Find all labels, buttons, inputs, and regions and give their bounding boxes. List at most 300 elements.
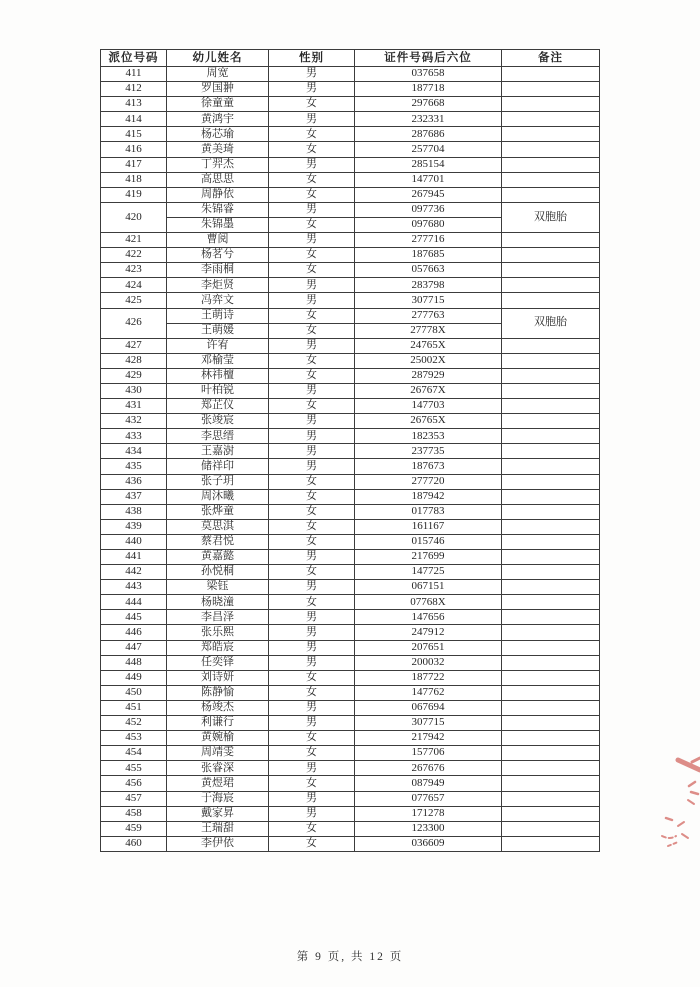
remark-cell [502,112,600,127]
allocation-number-cell: 444 [101,595,167,610]
remark-cell [502,474,600,489]
gender-cell: 女 [269,323,355,338]
table-row [101,187,600,202]
remark-cell [502,278,600,293]
gender-cell: 女 [269,474,355,489]
remark-cell [502,293,600,308]
allocation-number-cell: 439 [101,519,167,534]
child-name-cell: 利谦行 [167,716,269,731]
allocation-number-cell: 452 [101,716,167,731]
child-name-cell: 王瑞甜 [167,821,269,836]
table-row [101,368,600,383]
table-row [101,519,600,534]
remark-cell [502,761,600,776]
remark-cell [502,610,600,625]
id-last-six-cell: 097736 [355,202,502,217]
table-row [101,112,600,127]
table-row [101,444,600,459]
id-last-six-cell: 147701 [355,172,502,187]
child-name-cell: 周沐曦 [167,489,269,504]
table-row [101,580,600,595]
child-name-cell: 曹阅 [167,233,269,248]
table-row [101,459,600,474]
table-row [101,308,600,323]
table-row [101,142,600,157]
id-last-six-cell: 182353 [355,429,502,444]
allocation-number-cell: 423 [101,263,167,278]
id-last-six-cell: 187722 [355,670,502,685]
table-row [101,610,600,625]
allocation-number-cell: 426 [101,308,167,338]
remark-cell [502,580,600,595]
id-last-six-cell: 147725 [355,565,502,580]
gender-cell: 女 [269,308,355,323]
gender-cell: 女 [269,187,355,202]
allocation-number-cell: 457 [101,791,167,806]
id-last-six-cell: 057663 [355,263,502,278]
child-name-cell: 叶柏锐 [167,383,269,398]
id-last-six-cell: 257704 [355,142,502,157]
id-last-six-cell: 277716 [355,233,502,248]
id-last-six-cell: 237735 [355,444,502,459]
roster-table [100,49,600,852]
remark-cell [502,821,600,836]
table-row [101,338,600,353]
id-last-six-cell: 147703 [355,399,502,414]
gender-cell: 男 [269,157,355,172]
column-header: 证件号码后六位 [355,50,502,67]
child-name-cell: 蔡君悦 [167,534,269,549]
gender-cell: 女 [269,142,355,157]
table-row [101,776,600,791]
gender-cell: 男 [269,112,355,127]
child-name-cell: 李雨桐 [167,263,269,278]
gender-cell: 女 [269,504,355,519]
remark-cell [502,172,600,187]
child-name-cell: 郑皓宸 [167,640,269,655]
id-last-six-cell: 277763 [355,308,502,323]
gender-cell: 男 [269,716,355,731]
allocation-number-cell: 412 [101,82,167,97]
id-last-six-cell: 157706 [355,746,502,761]
allocation-number-cell: 424 [101,278,167,293]
child-name-cell: 黄美琦 [167,142,269,157]
child-name-cell: 周宽 [167,67,269,82]
allocation-number-cell: 425 [101,293,167,308]
table-row [101,806,600,821]
id-last-six-cell: 017783 [355,504,502,519]
remark-cell [502,806,600,821]
id-last-six-cell: 077657 [355,791,502,806]
child-name-cell: 李炬贤 [167,278,269,293]
gender-cell: 男 [269,444,355,459]
gender-cell: 女 [269,746,355,761]
gender-cell: 女 [269,670,355,685]
allocation-number-cell: 456 [101,776,167,791]
table-row [101,655,600,670]
allocation-number-cell: 411 [101,67,167,82]
remark-cell [502,655,600,670]
child-name-cell: 黄鸿宇 [167,112,269,127]
gender-cell: 男 [269,761,355,776]
id-last-six-cell: 147762 [355,685,502,700]
child-name-cell: 张烨童 [167,504,269,519]
gender-cell: 男 [269,806,355,821]
table-row [101,248,600,263]
id-last-six-cell: 187942 [355,489,502,504]
child-name-cell: 于海宸 [167,791,269,806]
table-row [101,836,600,851]
allocation-number-cell: 443 [101,580,167,595]
remark-cell [502,82,600,97]
gender-cell: 女 [269,127,355,142]
remark-cell [502,97,600,112]
child-name-cell: 张竣宸 [167,414,269,429]
remark-cell [502,791,600,806]
remark-cell [502,836,600,851]
allocation-number-cell: 414 [101,112,167,127]
id-last-six-cell: 307715 [355,716,502,731]
table-row [101,353,600,368]
id-last-six-cell: 036609 [355,836,502,851]
remark-cell [502,187,600,202]
gender-cell: 男 [269,383,355,398]
gender-cell: 女 [269,519,355,534]
remark-cell: 双胞胎 [502,202,600,232]
child-name-cell: 黄嘉懿 [167,550,269,565]
gender-cell: 女 [269,595,355,610]
child-name-cell: 周靖雯 [167,746,269,761]
table-row [101,550,600,565]
child-name-cell: 杨晓潼 [167,595,269,610]
allocation-number-cell: 458 [101,806,167,821]
remark-cell [502,157,600,172]
allocation-number-cell: 460 [101,836,167,851]
id-last-six-cell: 187673 [355,459,502,474]
table-row [101,202,600,217]
table-row [101,293,600,308]
allocation-number-cell: 445 [101,610,167,625]
remark-cell [502,550,600,565]
child-name-cell: 刘诗妍 [167,670,269,685]
allocation-number-cell: 431 [101,399,167,414]
allocation-number-cell: 459 [101,821,167,836]
allocation-number-cell: 438 [101,504,167,519]
id-last-six-cell: 297668 [355,97,502,112]
child-name-cell: 李昌泽 [167,610,269,625]
gender-cell: 女 [269,368,355,383]
id-last-six-cell: 26765X [355,414,502,429]
child-name-cell: 陈静愉 [167,685,269,700]
gender-cell: 女 [269,685,355,700]
column-header: 派位号码 [101,50,167,67]
child-name-cell: 戴家昇 [167,806,269,821]
table-row [101,82,600,97]
child-name-cell: 黄婉榆 [167,731,269,746]
allocation-number-cell: 428 [101,353,167,368]
allocation-number-cell: 447 [101,640,167,655]
gender-cell: 女 [269,776,355,791]
gender-cell: 男 [269,233,355,248]
remark-cell [502,142,600,157]
allocation-number-cell: 450 [101,685,167,700]
child-name-cell: 储祥印 [167,459,269,474]
allocation-number-cell: 420 [101,202,167,232]
header-row [101,50,600,67]
id-last-six-cell: 232331 [355,112,502,127]
child-name-cell: 林祎檀 [167,368,269,383]
table-row [101,821,600,836]
allocation-number-cell: 415 [101,127,167,142]
child-name-cell: 徐童童 [167,97,269,112]
child-name-cell: 王嘉澍 [167,444,269,459]
column-header: 备注 [502,50,600,67]
id-last-six-cell: 087949 [355,776,502,791]
child-name-cell: 王萌媛 [167,323,269,338]
table-row [101,731,600,746]
allocation-number-cell: 413 [101,97,167,112]
remark-cell [502,700,600,715]
table-row [101,429,600,444]
gender-cell: 男 [269,459,355,474]
table-row [101,127,600,142]
child-name-cell: 朱锦睿 [167,202,269,217]
child-name-cell: 杨芯瑜 [167,127,269,142]
table-row [101,640,600,655]
allocation-number-cell: 434 [101,444,167,459]
child-name-cell: 杨茗兮 [167,248,269,263]
table-row [101,172,600,187]
gender-cell: 女 [269,836,355,851]
gender-cell: 女 [269,399,355,414]
table-row [101,97,600,112]
id-last-six-cell: 147656 [355,610,502,625]
gender-cell: 男 [269,202,355,217]
gender-cell: 女 [269,489,355,504]
id-last-six-cell: 171278 [355,806,502,821]
id-last-six-cell: 26767X [355,383,502,398]
allocation-number-cell: 433 [101,429,167,444]
allocation-number-cell: 429 [101,368,167,383]
allocation-number-cell: 440 [101,534,167,549]
table-row [101,414,600,429]
id-last-six-cell: 187718 [355,82,502,97]
gender-cell: 女 [269,821,355,836]
id-last-six-cell: 25002X [355,353,502,368]
gender-cell: 男 [269,610,355,625]
gender-cell: 男 [269,640,355,655]
gender-cell: 男 [269,82,355,97]
table-row [101,157,600,172]
id-last-six-cell: 217699 [355,550,502,565]
table-row [101,67,600,82]
gender-cell: 男 [269,414,355,429]
remark-cell [502,625,600,640]
remark-cell [502,534,600,549]
allocation-number-cell: 427 [101,338,167,353]
remark-cell [502,640,600,655]
gender-cell: 女 [269,353,355,368]
remark-cell [502,444,600,459]
gender-cell: 男 [269,278,355,293]
table-row [101,565,600,580]
remark-cell [502,399,600,414]
table-row [101,595,600,610]
allocation-number-cell: 436 [101,474,167,489]
allocation-number-cell: 448 [101,655,167,670]
gender-cell: 男 [269,338,355,353]
allocation-number-cell: 454 [101,746,167,761]
id-last-six-cell: 307715 [355,293,502,308]
id-last-six-cell: 161167 [355,519,502,534]
table-row [101,278,600,293]
gender-cell: 女 [269,248,355,263]
child-name-cell: 任奕铎 [167,655,269,670]
child-name-cell: 李伊依 [167,836,269,851]
table-row [101,670,600,685]
allocation-number-cell: 432 [101,414,167,429]
page-number: 第 9 页, 共 12 页 [296,951,404,963]
child-name-cell: 黄煜珺 [167,776,269,791]
id-last-six-cell: 123300 [355,821,502,836]
table-row [101,746,600,761]
table-row [101,791,600,806]
column-header: 性别 [269,50,355,67]
child-name-cell: 张睿深 [167,761,269,776]
column-header: 幼儿姓名 [167,50,269,67]
allocation-number-cell: 446 [101,625,167,640]
gender-cell: 男 [269,67,355,82]
child-name-cell: 张乐熙 [167,625,269,640]
child-name-cell: 丁羿杰 [167,157,269,172]
child-name-cell: 郑芷仪 [167,399,269,414]
allocation-number-cell: 453 [101,731,167,746]
id-last-six-cell: 277720 [355,474,502,489]
id-last-six-cell: 037658 [355,67,502,82]
remark-cell [502,248,600,263]
remark-cell [502,368,600,383]
allocation-number-cell: 418 [101,172,167,187]
id-last-six-cell: 217942 [355,731,502,746]
child-name-cell: 王萌诗 [167,308,269,323]
remark-cell [502,565,600,580]
table-row [101,504,600,519]
allocation-number-cell: 441 [101,550,167,565]
table-row [101,685,600,700]
gender-cell: 女 [269,534,355,549]
table-row [101,233,600,248]
child-name-cell: 高思思 [167,172,269,187]
remark-cell [502,414,600,429]
table-row [101,534,600,549]
id-last-six-cell: 27778X [355,323,502,338]
table-row [101,399,600,414]
gender-cell: 女 [269,565,355,580]
child-name-cell: 朱锦墨 [167,217,269,232]
child-name-cell: 罗国翀 [167,82,269,97]
id-last-six-cell: 24765X [355,338,502,353]
remark-cell [502,746,600,761]
remark-cell [502,429,600,444]
gender-cell: 男 [269,550,355,565]
id-last-six-cell: 267945 [355,187,502,202]
allocation-number-cell: 455 [101,761,167,776]
child-name-cell: 杨竣杰 [167,700,269,715]
id-last-six-cell: 067151 [355,580,502,595]
remark-cell [502,716,600,731]
gender-cell: 男 [269,791,355,806]
gender-cell: 女 [269,172,355,187]
id-last-six-cell: 187685 [355,248,502,263]
table-row [101,383,600,398]
id-last-six-cell: 097680 [355,217,502,232]
child-name-cell: 李思缙 [167,429,269,444]
red-seal-fragment-icon [648,748,700,860]
allocation-number-cell: 442 [101,565,167,580]
allocation-number-cell: 437 [101,489,167,504]
child-name-cell: 邓榆莹 [167,353,269,368]
id-last-six-cell: 287686 [355,127,502,142]
table-row [101,263,600,278]
child-name-cell: 张子玥 [167,474,269,489]
gender-cell: 女 [269,263,355,278]
remark-cell [502,519,600,534]
roster-body [101,67,600,852]
id-last-six-cell: 07768X [355,595,502,610]
gender-cell: 女 [269,97,355,112]
allocation-number-cell: 419 [101,187,167,202]
id-last-six-cell: 015746 [355,534,502,549]
table-row [101,625,600,640]
id-last-six-cell: 283798 [355,278,502,293]
remark-cell [502,670,600,685]
child-name-cell: 莫思淇 [167,519,269,534]
allocation-number-cell: 417 [101,157,167,172]
allocation-number-cell: 430 [101,383,167,398]
gender-cell: 女 [269,217,355,232]
id-last-six-cell: 247912 [355,625,502,640]
id-last-six-cell: 287929 [355,368,502,383]
table-row [101,489,600,504]
remark-cell [502,731,600,746]
gender-cell: 男 [269,580,355,595]
allocation-number-cell: 435 [101,459,167,474]
gender-cell: 男 [269,625,355,640]
remark-cell [502,595,600,610]
allocation-number-cell: 449 [101,670,167,685]
gender-cell: 男 [269,293,355,308]
id-last-six-cell: 285154 [355,157,502,172]
remark-cell [502,338,600,353]
child-name-cell: 许宥 [167,338,269,353]
table-row [101,700,600,715]
gender-cell: 男 [269,655,355,670]
remark-cell [502,489,600,504]
remark-cell: 双胞胎 [502,308,600,338]
id-last-six-cell: 207651 [355,640,502,655]
allocation-number-cell: 422 [101,248,167,263]
remark-cell [502,263,600,278]
allocation-number-cell: 416 [101,142,167,157]
table-row [101,761,600,776]
table-row [101,474,600,489]
id-last-six-cell: 267676 [355,761,502,776]
table-row [101,716,600,731]
remark-cell [502,685,600,700]
remark-cell [502,504,600,519]
child-name-cell: 孙悦桐 [167,565,269,580]
child-name-cell: 冯弈文 [167,293,269,308]
